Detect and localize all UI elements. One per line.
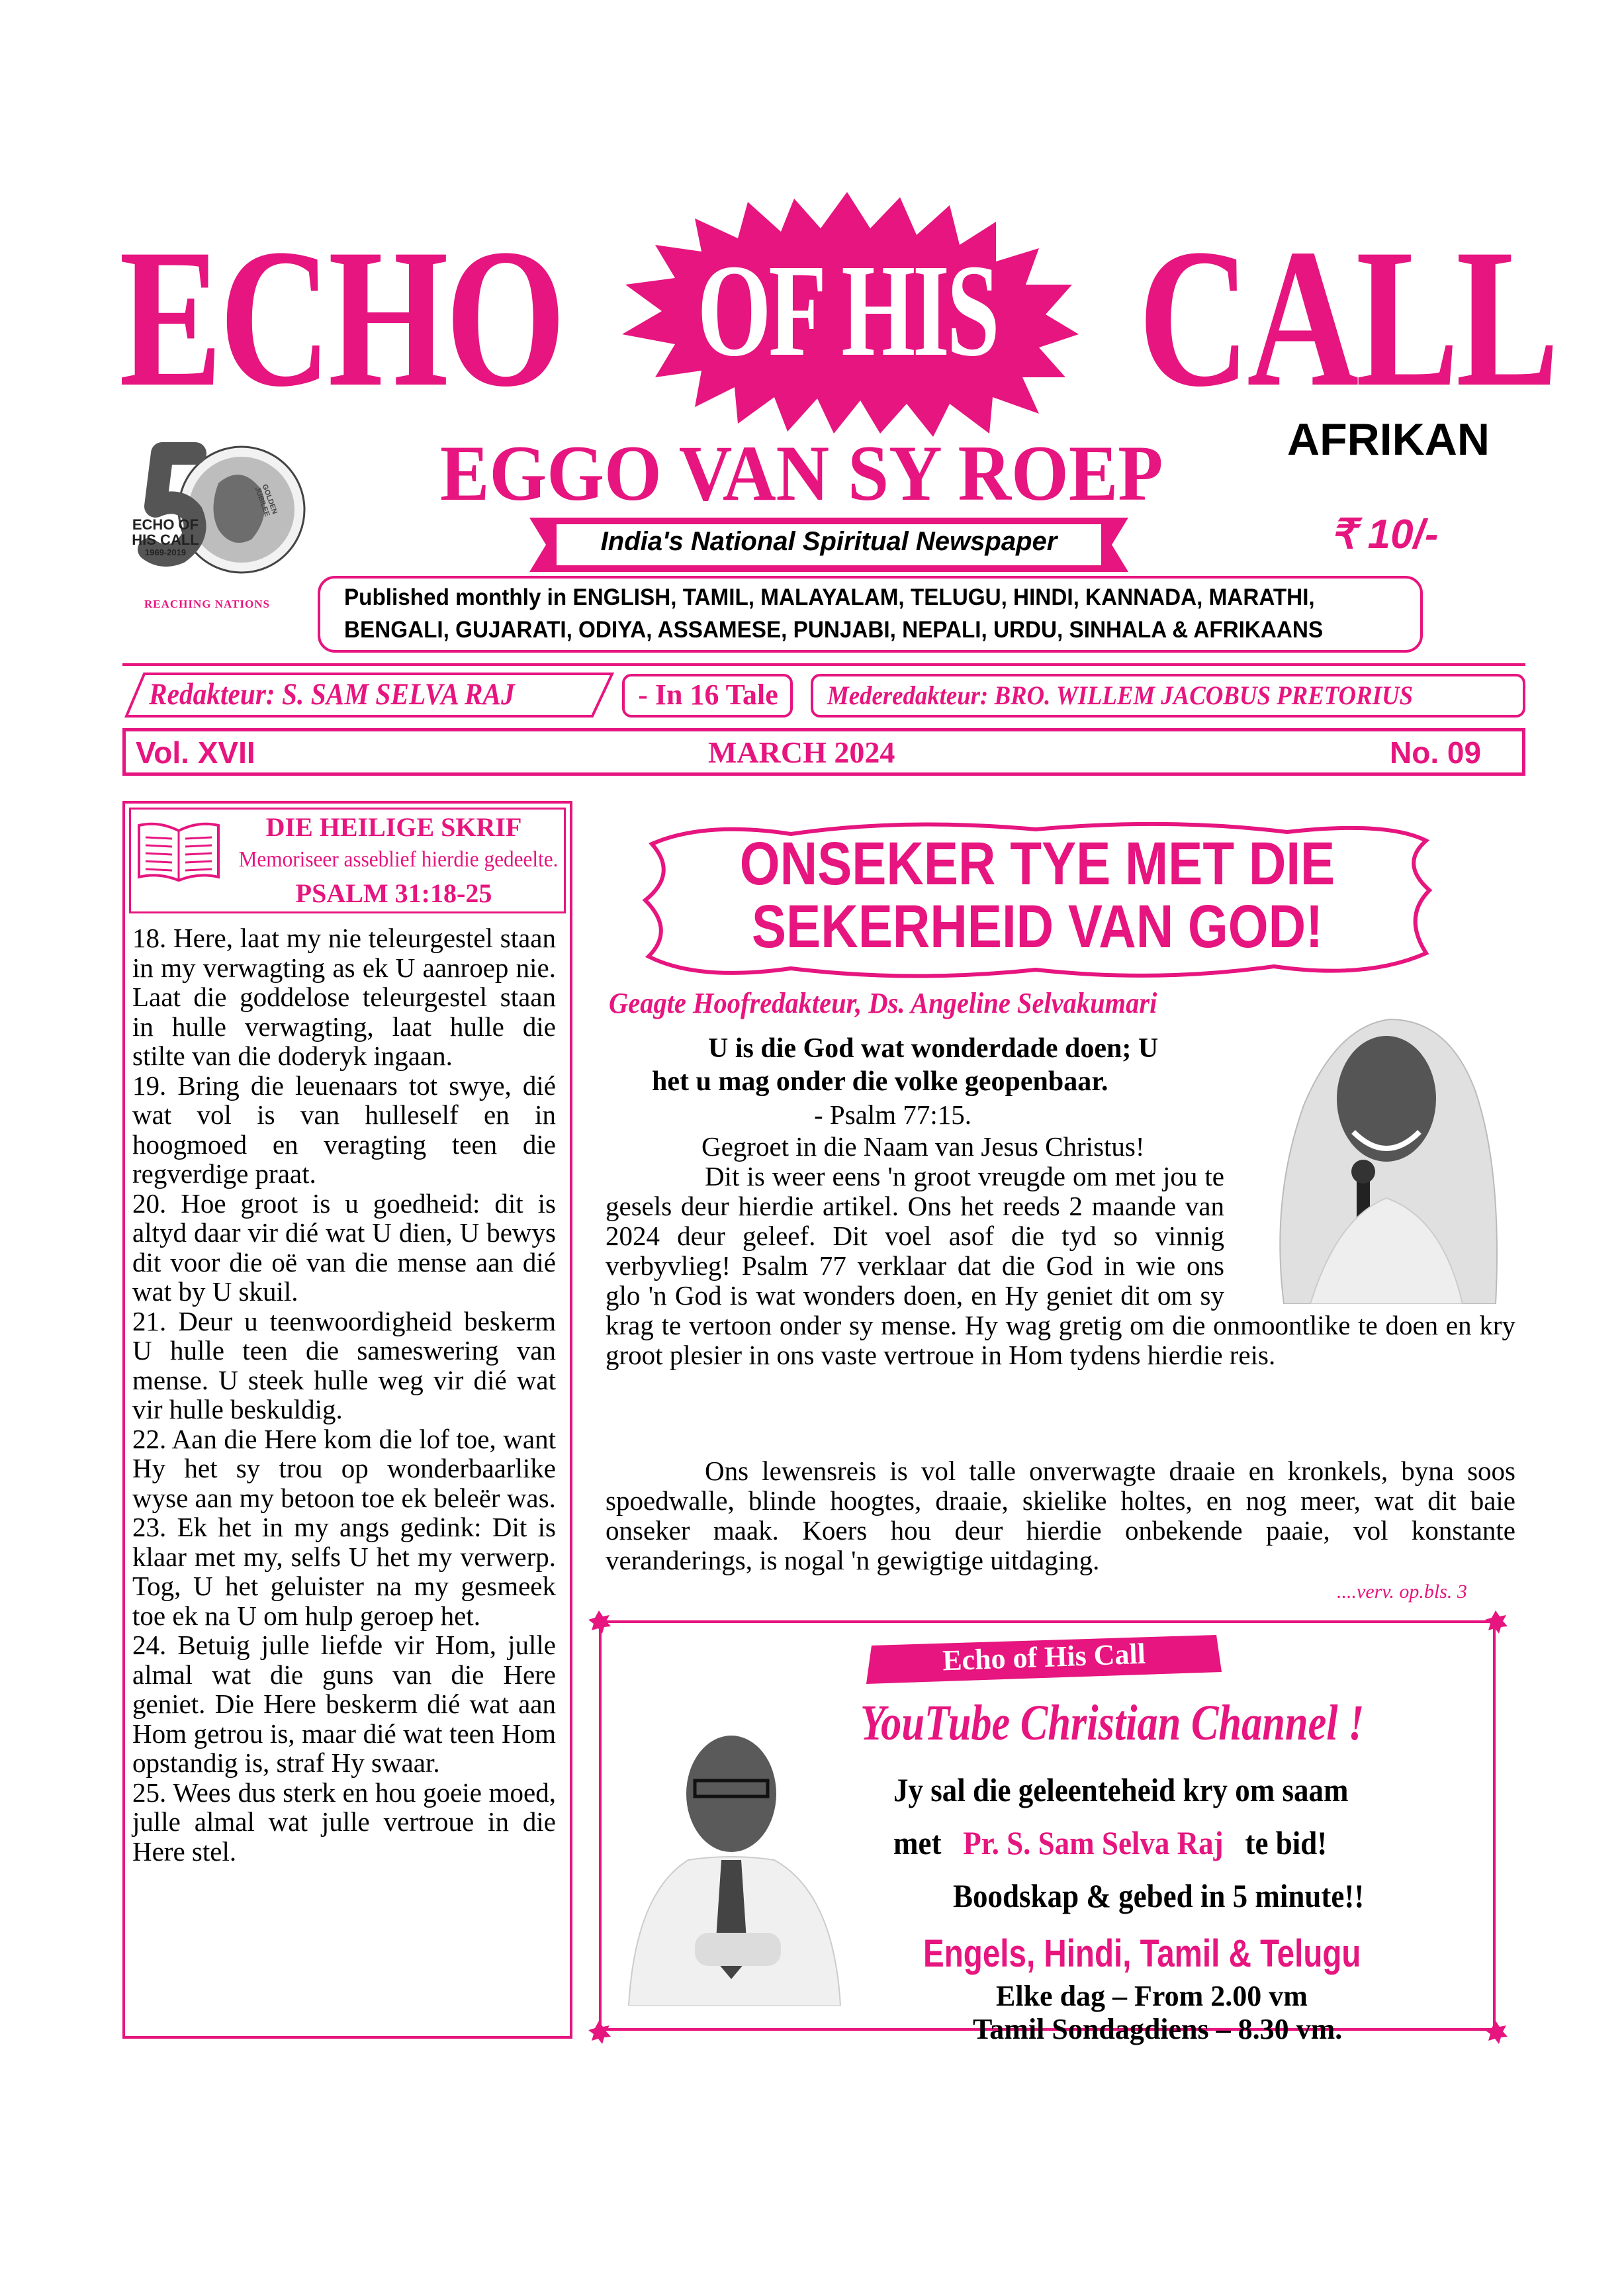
logo-motto: REACHING NATIONS [144, 598, 270, 610]
quote-reference: - Psalm 77:15. [814, 1099, 972, 1130]
greeting: Gegroet in die Naam van Jesus Christus! [701, 1131, 1145, 1162]
advert-line-1: Jy sal die geleenteheid kry om saam [893, 1771, 1349, 1808]
masthead [0, 0, 1624, 662]
verse-18: 18. Here, laat my nie teleurgestel staan in my verwagting as ek U aanroep nie. Laat die goddelose teleurgestel staan in hulle verwagting, laat hulle die stilte van die doderyk ingaan. [132, 923, 556, 1071]
languages-count: - In 16 Tale [638, 678, 778, 711]
quote-line-2: het u mag onder die volke geopenbaar. [652, 1066, 1108, 1097]
advert-line-2 [893, 1824, 1327, 1862]
verse-22: 22. Aan die Here kom die lof toe, want Hy het sy trou op wonderbaarlike wyse aan my betoon toe ek beleër was. [132, 1423, 556, 1513]
verse-21: 21. Deur u teenwoordigheid beskerm U hulle teen die sameswering van mense. U steek hulle weg vir dié wat vir hulle beskuldig. [132, 1305, 556, 1424]
logo-text-1: ECHO OF [132, 516, 199, 533]
advert-pastor-name: Pr. S. Sam Selva Raj [963, 1824, 1224, 1861]
advert-daily: Elke dag – From 2.00 vm [996, 1980, 1308, 2012]
masthead-title-right: CALL [1138, 208, 1556, 428]
continued-note: ....verv. op.bls. 3 [1337, 1581, 1467, 1603]
headline-line-1: ONSEKER TYE MET DIE [739, 830, 1335, 898]
advert-badge: Echo of His Call [942, 1637, 1146, 1677]
advert-line-2-post: te bid! [1245, 1824, 1328, 1861]
price: ₹ 10/- [1330, 512, 1439, 557]
advert-sunday: Tamil Sondagdiens – 8.30 vm. [973, 2013, 1343, 2045]
scripture-instruction: Memoriseer asseblief hierdie gedeelte. [238, 847, 559, 872]
bible-icon [136, 817, 222, 884]
verse-24: 24. Betuig julle liefde vir Hom, julle almal wat die guns van die Here geniet. Die Here beskerm dié wat aan Hom getrou is, maar dié wat teen Hom opstandig is, straf Hy swaar. [132, 1630, 556, 1778]
editor-name: Redakteur: S. SAM SELVA RAJ [149, 677, 515, 712]
logo-years: 1969-2019 [144, 547, 187, 557]
verse-19: 19. Bring die leuenaars tot swye, dié wat vol is van hulleself en in hoogmoed en veragting teen die regverdige praat. [132, 1070, 556, 1189]
article-paragraph-2 [606, 1456, 1515, 1575]
edition-language: AFRIKAN [1287, 414, 1490, 465]
headline-line-2: SEKERHEID VAN GOD! [751, 893, 1324, 960]
masthead-title-left: ECHO [119, 208, 563, 428]
scripture-heading: DIE HEILIGE SKRIF [265, 812, 522, 842]
byline: Geagte Hoofredakteur, Ds. Angeline Selvakumari [609, 987, 1157, 1019]
issue-date: MARCH 2024 [708, 735, 895, 769]
scripture-reference: PSALM 31:18-25 [295, 878, 492, 908]
verse-20: 20. Hoe groot is u goedheid: dit is altyd daar vir dié wat U dien, U bewys dit voor die oë van die mense aan dié wat by U skuil. [132, 1187, 556, 1307]
logo-arc-text: GOLDEN JUBILEE [253, 483, 279, 518]
quote-line-1: U is die God wat wonderdade doen; U [708, 1033, 1159, 1064]
advert-line-2-pre: met [893, 1824, 942, 1861]
co-editor-name: Mederedakteur: BRO. WILLEM JACOBUS PRETORIUS [827, 680, 1414, 710]
tagline: India's National Spiritual Newspaper [600, 527, 1058, 556]
masthead-subtitle: EGGO VAN SY ROEP [440, 429, 1163, 517]
masthead-title-mid: OF HIS [697, 238, 997, 384]
top-rule [122, 663, 1525, 666]
advert-title: YouTube Christian Channel ! [860, 1695, 1365, 1751]
paragraph-1-text: Dit is weer eens 'n groot vreugde om met jou te gesels deur hierdie artikel. Ons het reeds 2 maande van 2024 deur geleef. Dit voel asof die tyd so vinnig verbyvlieg! Psalm 77 verklaar dat die God in wie ons glo 'n God is wat wonders doen, en Hy geniet dit om sy krag te vertoon onder sy mense. Hy wag gretig om die onmoontlike te doen en kry groot plesier in ons vaste vertroue in Hom tydens hierdie reis. [606, 1161, 1515, 1370]
logo-text-2: HIS CALL [132, 532, 199, 548]
photo-wrap-spacer [1224, 1162, 1515, 1307]
advert-line-3: Boodskap & gebed in 5 minute!! [953, 1877, 1365, 1914]
verse-25: 25. Wees dus sterk en hou goeie moed, julle almal wat julle vertroue in die Here stel. [132, 1777, 556, 1867]
article-paragraph-1 [606, 1162, 1515, 1370]
published-languages: Published monthly in ENGLISH, TAMIL, MALAYALAM, TELUGU, HINDI, KANNADA, MARATHI, BENGALI, GUJARATI, ODIYA, ASSAMESE, PUNJABI, NEPALI, URDU, SINHALA & AFRIKAANS [344, 584, 1324, 643]
verse-23: 23. Ek het in my angs gedink: Dit is klaar met my, selfs U het my verwerp. Tog, U het geluister na my gesmeek toe ek na U om hulp geroep het. [132, 1512, 556, 1631]
issue-number: No. 09 [1390, 735, 1482, 770]
pastor-photo [615, 1695, 854, 2006]
scripture-verses [132, 923, 556, 1866]
volume: Vol. XVII [136, 735, 255, 770]
paragraph-2-text: Ons lewensreis is vol talle onverwagte draaie en kronkels, byna soos spoedwalle, blinde hoogtes, draaie, skielike holtes, en nog meer, wat dit baie onseker maak. Koers hou deur hierdie onbekende paaie, vol konstante veranderings, is nogal 'n gewigtige uitdaging. [606, 1456, 1515, 1575]
advert-languages: Engels, Hindi, Tamil & Telugu [923, 1932, 1361, 1975]
jubilee-logo [126, 437, 324, 609]
